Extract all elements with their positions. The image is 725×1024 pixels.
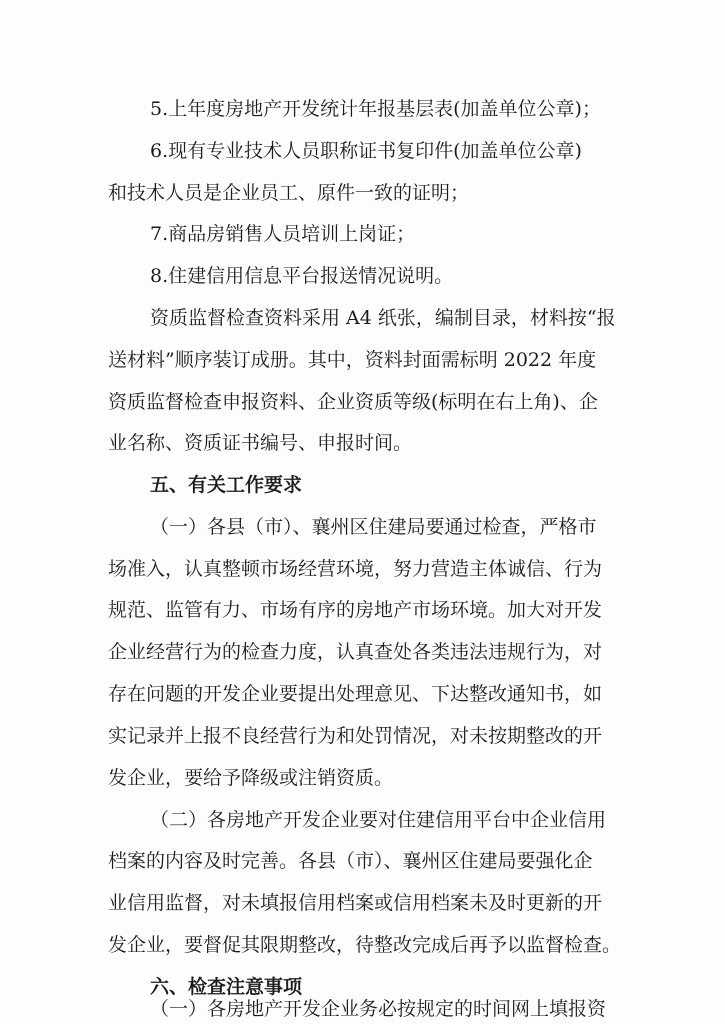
list-item-6-continuation: 和技术人员是企业员工、原件一致的证明； [108,182,470,204]
paragraph-line: 送材料”顺序装订成册。其中，资料封面需标明 2022 年度 [108,349,597,371]
section-heading-6: 六、检查注意事项 [150,976,303,998]
list-item-7: 7.商品房销售人员培训上岗证； [150,223,416,245]
paragraph-line: 发企业，要督促其限期整改，待整改完成后再予以监督检查。 [108,934,622,956]
paragraph-line: 档案的内容及时完善。各县（市）、襄州区住建局要强化企 [108,850,593,872]
paragraph-line: 资质监督检查资料采用 A4 纸张，编制目录，材料按“报 [150,307,616,329]
paragraph-line: 资质监督检查申报资料、企业资质等级(标明在右上角)、企 [108,391,598,413]
paragraph-line: 发企业，要给予降级或注销资质。 [108,767,394,789]
paragraph-line: 业信用监督，对未填报信用档案或信用档案未及时更新的开 [108,892,603,914]
list-item-6: 6.现有专业技术人员职称证书复印件(加盖单位公章) [150,140,582,162]
paragraph-line: 企业经营行为的检查力度，认真查处各类违法违规行为，对 [108,641,603,663]
paragraph-line: 场准入，认真整顿市场经营环境，努力营造主体诚信、行为 [108,558,603,580]
section-heading-5: 五、有关工作要求 [150,474,303,496]
paragraph-line: （二）各房地产开发企业要对住建信用平台中企业信用 [150,809,607,831]
paragraph-line: 业名称、资质证书编号、申报时间。 [108,432,413,454]
paragraph-line: 存在问题的开发企业要提出处理意见、下达整改通知书，如 [108,683,603,705]
list-item-5: 5.上年度房地产开发统计年报基层表(加盖单位公章)； [150,98,601,120]
list-item-8: 8.住建信用信息平台报送情况说明。 [150,265,454,287]
paragraph-line: 规范、监管有力、市场有序的房地产市场环境。加大对开发 [108,599,603,621]
paragraph-line: （一）各房地产开发企业务必按规定的时间网上填报资 [150,998,607,1020]
paragraph-line: 实记录并上报不良经营行为和处罚情况，对未按期整改的开 [108,725,603,747]
paragraph-line: （一）各县（市）、襄州区住建局要通过检查，严格市 [150,516,597,538]
